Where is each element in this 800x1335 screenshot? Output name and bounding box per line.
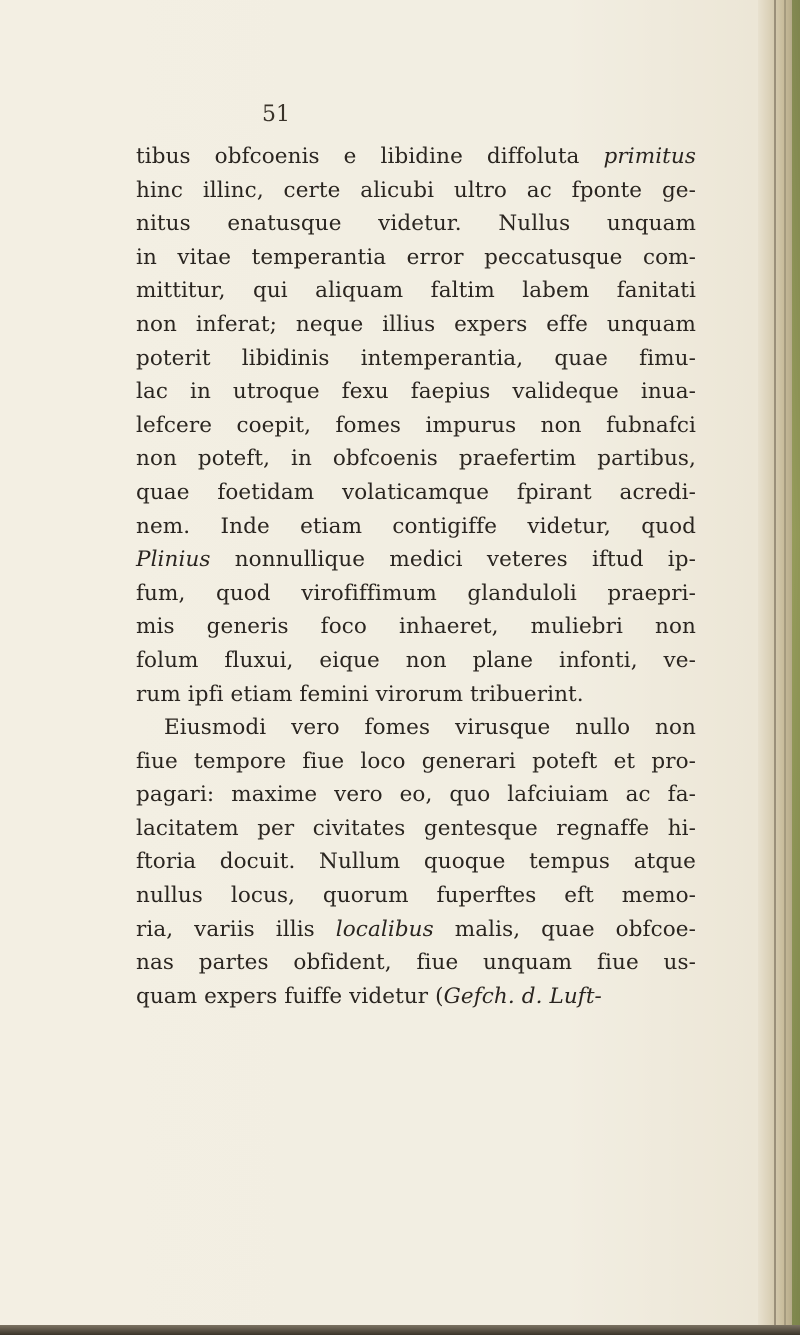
text-segment: hinc illinc, certe alicubi ultro ac fponte ge- xyxy=(136,177,696,203)
text-segment: nas partes obfident, fiue unquam fiue us- xyxy=(136,950,696,976)
page-edge xyxy=(758,0,800,1335)
body-text xyxy=(136,140,696,1013)
text-segment: Eiusmodi vero fomes virusque nullo non xyxy=(164,715,696,741)
text-segment: lac in utroque fexu faepius valideque inua- xyxy=(136,379,696,405)
text-segment: ria, variis illis xyxy=(136,916,336,942)
text-segment: lacitatem per civitates gentesque regnaffe hi- xyxy=(136,815,696,841)
text-line xyxy=(136,980,696,1014)
text-line xyxy=(136,745,696,779)
text-line xyxy=(136,577,696,611)
italic-text: primitus xyxy=(603,144,696,169)
text-line xyxy=(136,274,696,308)
text-line xyxy=(136,207,696,241)
text-line xyxy=(136,476,696,510)
text-line xyxy=(136,140,696,174)
text-segment: in vitae temperantia error peccatusque com- xyxy=(136,244,696,270)
text-line xyxy=(136,913,696,947)
text-segment: pagari: maxime vero eo, quo lafciuiam ac fa- xyxy=(136,782,696,808)
text-line xyxy=(136,845,696,879)
text-segment: quam expers fuiffe videtur ( xyxy=(136,983,444,1009)
text-line xyxy=(136,711,696,745)
text-line xyxy=(136,778,696,812)
text-segment: lefcere coepit, fomes impurus non fubnafci xyxy=(136,412,696,438)
italic-text: localibus xyxy=(335,916,434,942)
binding-edge xyxy=(792,0,800,1335)
text-segment: poterit libidinis intemperantia, quae fimu- xyxy=(136,345,696,371)
text-segment: nitus enatusque videtur. Nullus unquam xyxy=(136,211,696,237)
text-line xyxy=(136,812,696,846)
text-segment: nem. Inde etiam contigiffe videtur, quod xyxy=(136,513,696,539)
text-segment: nonnullique medici veteres iftud ip- xyxy=(210,547,696,573)
italic-text: Plinius xyxy=(136,547,211,573)
text-line xyxy=(136,879,696,913)
text-line xyxy=(136,308,696,342)
text-segment: folum fluxui, eique non plane infonti, ve- xyxy=(136,647,696,673)
text-line xyxy=(136,510,696,544)
text-segment: nullus locus, quorum fuperftes eft memo- xyxy=(136,883,696,909)
text-segment: fum, quod virofiffimum glanduloli praepri- xyxy=(136,580,696,606)
text-line xyxy=(136,342,696,376)
text-segment: rum ipfi etiam femini virorum tribuerint. xyxy=(136,681,584,707)
page-number: 51 xyxy=(262,102,290,127)
text-line xyxy=(136,375,696,409)
italic-text: Gefch. d. Luft- xyxy=(443,983,602,1009)
text-segment: mittitur, qui aliquam faltim labem fanitati xyxy=(136,278,696,304)
text-segment: malis, quae obfcoe- xyxy=(433,916,696,942)
text-line xyxy=(136,409,696,443)
text-line xyxy=(136,946,696,980)
text-line xyxy=(136,678,696,712)
text-segment: fiue tempore fiue loco generari poteft et pro- xyxy=(136,748,696,774)
text-segment: non poteft, in obfcoenis praefertim partibus, xyxy=(136,446,696,472)
text-segment: ftoria docuit. Nullum quoque tempus atque xyxy=(136,849,696,875)
text-line xyxy=(136,442,696,476)
page-edge-line xyxy=(774,0,776,1335)
page-bottom-shadow xyxy=(0,1325,800,1335)
text-line xyxy=(136,174,696,208)
text-segment: tibus obfcoenis e libidine diffoluta xyxy=(136,144,604,169)
page-edge-line xyxy=(784,0,786,1335)
text-line xyxy=(136,241,696,275)
text-line xyxy=(136,610,696,644)
text-line xyxy=(136,644,696,678)
text-segment: non inferat; neque illius expers effe unquam xyxy=(136,311,696,337)
text-segment: quae foetidam volaticamque fpirant acredi- xyxy=(136,479,696,505)
text-segment: mis generis foco inhaeret, muliebri non xyxy=(136,614,696,640)
text-line xyxy=(136,543,696,577)
